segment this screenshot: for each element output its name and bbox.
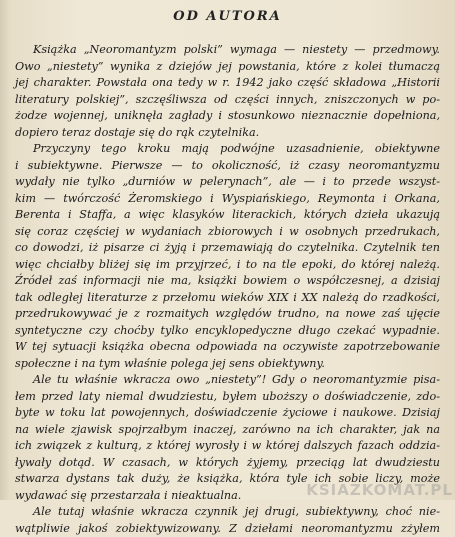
text-line: łem przed laty niemal dwudziestu, byłem uboższy o doświadczenie, zdo- xyxy=(15,389,440,406)
text-line: Przyczyny tego kroku mają podwójne uzasadnienie, obiektywne xyxy=(15,141,440,158)
text-line: Książka „Neoromantyzm polski” wymaga — niestety — przedmowy. xyxy=(15,42,440,59)
text-line: Ale tutaj właśnie wkracza czynnik jej drugi, subiektywny, choć nie- xyxy=(15,504,440,521)
text-line: jej charakter. Powstała ona tedy w r. 1942 jako część składowa „Historii xyxy=(15,75,440,92)
text-line: przedrukowywać je z rozmaitych względów trudno, na nowe zaś ujęcie xyxy=(15,306,440,323)
text-line: ich związek z kulturą, z której wyrosły i w której dalszych fazach oddzia- xyxy=(15,438,440,455)
text-line: literatury polskiej”, szczęśliwsza od części innych, zniszczonych w po- xyxy=(15,92,440,109)
text-line: Źródeł zaś informacji nie ma, książki bowiem o współczesnej, a dzisiaj xyxy=(15,273,440,290)
text-line: Owo „niestety” wynika z dziejów jej powstania, które z kolei tłumaczą xyxy=(15,59,440,76)
text-line: na wiele zjawisk spojrzałbym inaczej, zarówno na ich charakter, jak na xyxy=(15,422,440,439)
text-line: byte w toku lat powojennych, doświadczenie życiowe i naukowe. Dzisiaj xyxy=(15,405,440,422)
text-line: W tej sytuacji książka obecna odpowiada na oczywiste zapotrzebowanie xyxy=(15,339,440,356)
text-line: żodze wojennej, uniknęła zagłady i stosunkowo nieznacznie dopełniona, xyxy=(15,108,440,125)
page-title: OD AUTORA xyxy=(0,9,455,24)
text-line: więc chciałby bliżej się im przyjrzeć, i to na tle epoki, do której należą. xyxy=(15,257,440,274)
text-line: Berenta i Staffa, a więc klasyków literackich, których dzieła ukazują xyxy=(15,207,440,224)
text-line: ływały dotąd. W czasach, w których żyjemy, przeciąg lat dwudziestu xyxy=(15,455,440,472)
text-line: syntetyczne czy choćby tylko encyklopedyczne długo czekać wypadnie. xyxy=(15,323,440,340)
text-line: wydawać się przestarzała i nieaktualna. xyxy=(15,488,440,505)
text-line: i subiektywne. Pierwsze — to okoliczność, iż czasy neoromantyzmu xyxy=(15,158,440,175)
text-line: dopiero teraz dostaje się do rąk czytelnika. xyxy=(15,125,440,142)
watermark: KSIAZKOMAT.PL xyxy=(306,481,453,499)
text-line: się coraz częściej w wydaniach zbiorowych i w osobnych przedrukach, xyxy=(15,224,440,241)
text-line: wydały nie tylko „durniów w pelerynach”, ale — i to przede wszyst- xyxy=(15,174,440,191)
text-line: tak odległej literaturze z przełomu wieków XIX i XX należą do rzadkości, xyxy=(15,290,440,307)
page-spine-shadow xyxy=(0,0,10,500)
text-line: Ale tu właśnie wkracza owo „niestety”! Gdy o neoromantyzmie pisa- xyxy=(15,372,440,389)
text-line: wątpliwie jakoś zobiektywizowany. Z dziełami neoromantyzmu zżyłem xyxy=(15,521,440,537)
text-line: stwarza dystans tak duży, że książka, która tyle ich sobie liczy, może xyxy=(15,471,440,488)
text-line: kim — twórczość Żeromskiego i Wyspiańskiego, Reymonta i Orkana, xyxy=(15,191,440,208)
text-line: społeczne i na tym właśnie polega jej sens obiektywny. xyxy=(15,356,440,373)
text-line: co dowodzi, iż pisarze ci żyją i przemawiają do czytelnika. Czytelnik ten xyxy=(15,240,440,257)
body-text xyxy=(15,42,440,537)
